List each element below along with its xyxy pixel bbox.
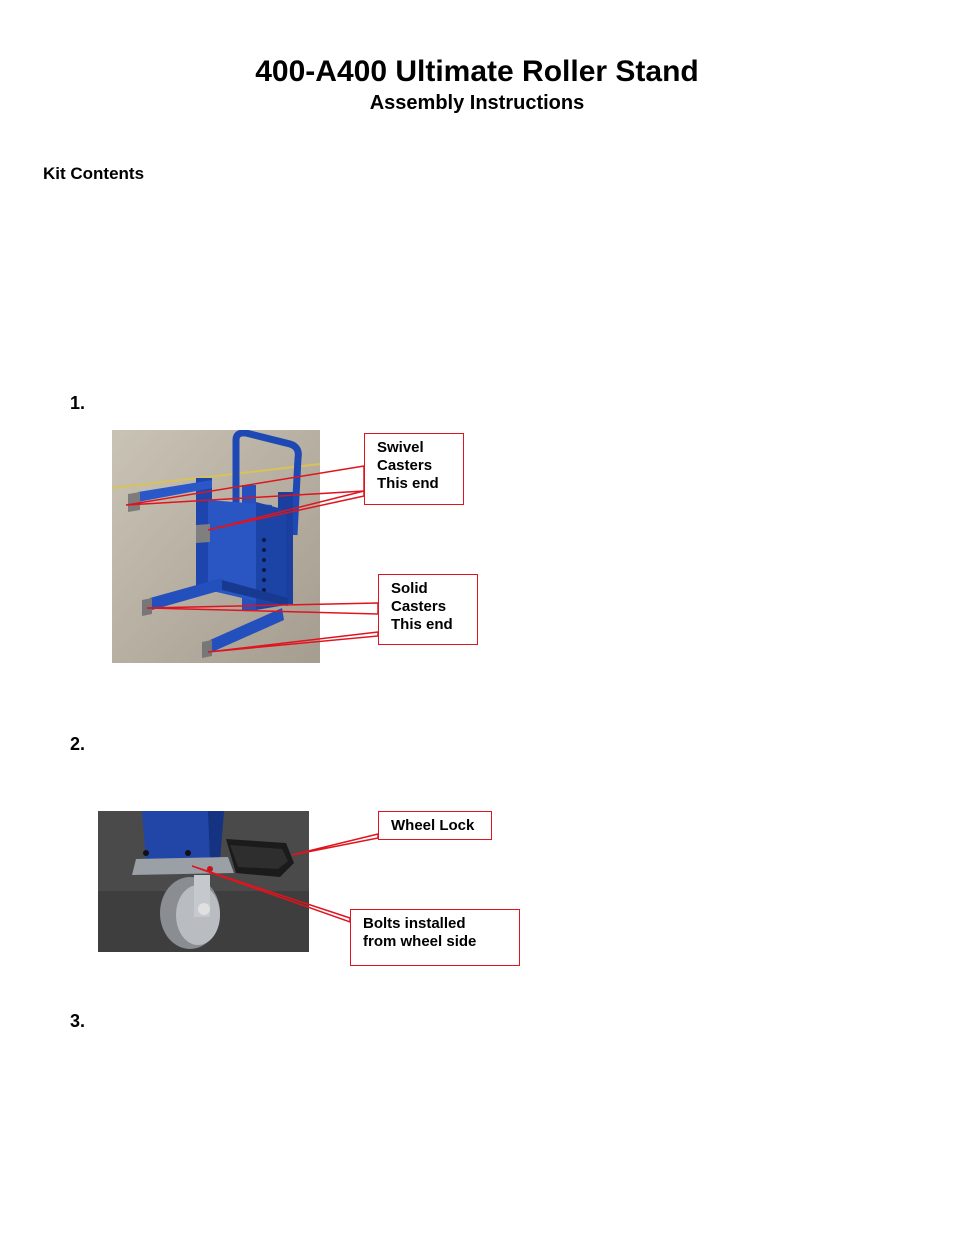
wheel-lock-callout [378,811,492,840]
swivel-casters-callout [364,433,464,505]
bolts-callout-line-1: Bolts installed [363,915,466,932]
wheel-lock-callout-text: Wheel Lock [391,817,475,834]
frame-illustration [112,430,320,663]
swivel-callout-line-1: Swivel [377,439,424,456]
page-title: 400-A400 Ultimate Roller Stand [255,55,699,88]
bolts-callout [350,909,520,966]
step-2-number: 2. [70,734,86,754]
swivel-callout-line-2: Casters [377,457,433,474]
solid-casters-callout [378,574,478,645]
kit-contents-heading: Kit Contents [43,164,145,183]
step-3-number: 3. [70,1011,86,1031]
step-1-number: 1. [70,393,86,413]
caster-illustration [98,811,309,952]
swivel-callout-line-3: This end [377,475,439,492]
frame-photo [112,430,320,663]
solid-callout-line-3: This end [391,616,453,633]
page-subtitle: Assembly Instructions [369,92,585,114]
caster-photo [98,811,309,952]
solid-callout-line-2: Casters [391,598,447,615]
bolts-callout-line-2: from wheel side [363,933,477,950]
solid-callout-line-1: Solid [391,580,428,597]
